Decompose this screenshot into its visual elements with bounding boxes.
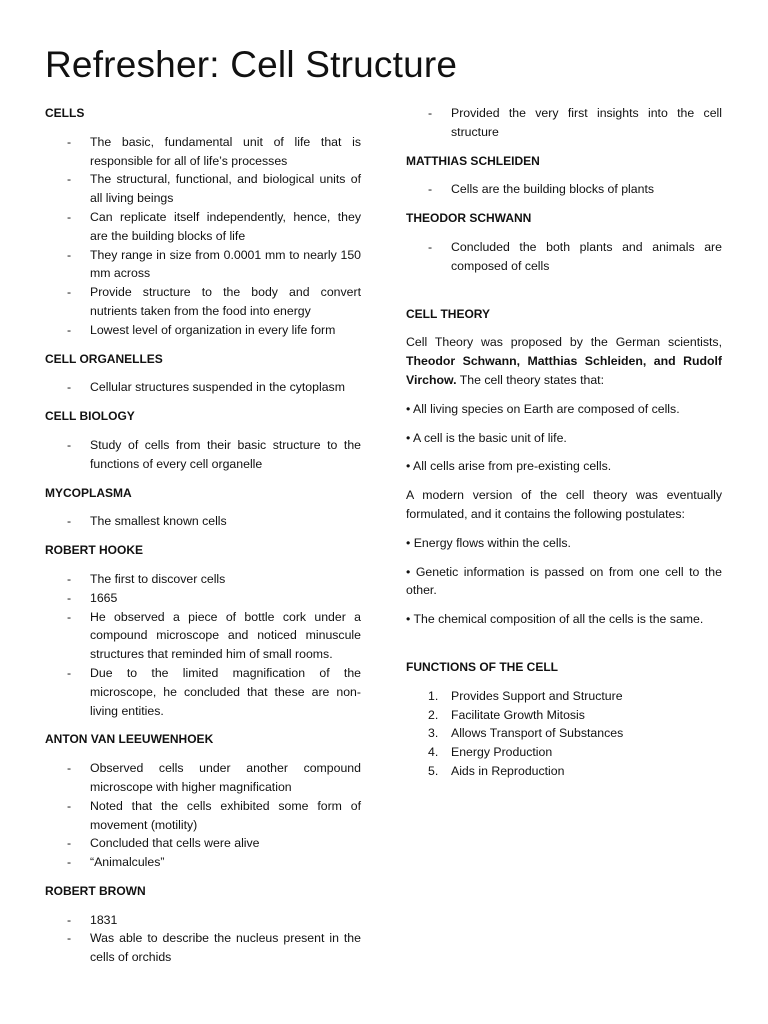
- list-number: 1.: [428, 688, 439, 703]
- list-number: 5.: [428, 763, 439, 778]
- list-number: 2.: [428, 707, 439, 722]
- list-item: - Due to the limited magnification of the microscope, he concluded that these are non-living entities.: [45, 664, 361, 720]
- theory-postulate: • The chemical composition of all the cells is the same.: [406, 612, 704, 627]
- list-item: - Concluded that cells were alive: [45, 834, 361, 853]
- intro-text: Cell Theory was proposed by the German scientists,: [406, 335, 722, 350]
- schwann-list: [406, 238, 722, 276]
- list-text: Provides Support and Structure: [451, 688, 623, 703]
- list-item: - Can replicate itself independently, hence, they are the building blocks of life: [45, 208, 361, 246]
- section-heading-schwann: THEODOR SCHWANN: [406, 211, 532, 226]
- list-item: - The basic, fundamental unit of life that is responsible for all of life’s processes: [45, 133, 361, 171]
- list-text: Aids in Reproduction: [451, 763, 565, 778]
- list-item: - Cellular structures suspended in the cytoplasm: [45, 378, 361, 397]
- mycoplasma-list: [45, 512, 361, 531]
- list-item: - 1831: [45, 911, 361, 930]
- left-column: [45, 104, 361, 977]
- section-heading-biology: CELL BIOLOGY: [45, 409, 135, 424]
- list-item: - The structural, functional, and biological units of all living beings: [45, 170, 361, 208]
- section-heading-cells: CELLS: [45, 106, 85, 120]
- intro-text-end: The cell theory states that:: [456, 372, 604, 387]
- list-item: [406, 762, 722, 781]
- list-item: [406, 724, 722, 743]
- list-item: - He observed a piece of bottle cork under a compound microscope and noticed minuscule structures that reminded him of small rooms.: [45, 608, 361, 664]
- list-item: - Observed cells under another compound microscope with higher magnification: [45, 759, 361, 797]
- leeuwenhoek-list: [45, 759, 361, 872]
- section-heading-functions: FUNCTIONS OF THE CELL: [406, 659, 558, 674]
- biology-list: [45, 436, 361, 474]
- theory-postulate: • Energy flows within the cells.: [406, 535, 571, 550]
- brown-list: [45, 911, 361, 967]
- right-column: [406, 104, 722, 791]
- theory-point: • All cells arise from pre-existing cells.: [406, 459, 612, 474]
- section-heading-brown: ROBERT BROWN: [45, 883, 146, 898]
- list-item: [406, 743, 722, 762]
- schleiden-list: [406, 180, 722, 199]
- organelles-list: [45, 378, 361, 397]
- theory-point: • All living species on Earth are composed of cells.: [406, 401, 680, 416]
- list-item: - The smallest known cells: [45, 512, 361, 531]
- list-item: - They range in size from 0.0001 mm to nearly 150 mm across: [45, 246, 361, 284]
- section-heading-hooke: ROBERT HOOKE: [45, 543, 144, 558]
- modern-theory-intro: A modern version of the cell theory was eventually formulated, and it contains the following postulates:: [406, 488, 722, 521]
- hooke-list: [45, 570, 361, 720]
- list-item: - 1665: [45, 589, 361, 608]
- list-item: [406, 687, 722, 706]
- theory-point: • A cell is the basic unit of life.: [406, 430, 567, 445]
- cell-theory-intro: [406, 333, 722, 389]
- list-item: - Cells are the building blocks of plants: [406, 180, 722, 199]
- intro-scientists: Theodor Schwann, Matthias Schleiden, and Rudolf Virchow.: [406, 354, 722, 387]
- section-heading-leeuwenhoek: ANTON VAN LEEUWENHOEK: [45, 732, 214, 747]
- cells-list: [45, 133, 361, 340]
- list-item: - Lowest level of organization in every life form: [45, 321, 361, 340]
- section-heading-schleiden: MATTHIAS SCHLEIDEN: [406, 153, 540, 168]
- list-number: 3.: [428, 726, 439, 741]
- list-item: - Noted that the cells exhibited some form of movement (motility): [45, 797, 361, 835]
- functions-list: [406, 687, 722, 781]
- list-item: [406, 706, 722, 725]
- list-text: Allows Transport of Substances: [451, 726, 624, 741]
- list-item: - Was able to describe the nucleus present in the cells of orchids: [45, 929, 361, 967]
- theory-postulate: • Genetic information is passed on from one cell to the other.: [406, 564, 722, 598]
- list-number: 4.: [428, 745, 439, 760]
- list-text: Facilitate Growth Mitosis: [451, 707, 585, 722]
- section-heading-organelles: CELL ORGANELLES: [45, 351, 163, 366]
- list-item: - Provided the very first insights into the cell structure: [406, 104, 722, 142]
- list-item: - Concluded the both plants and animals are composed of cells: [406, 238, 722, 276]
- brown-list-continued: [406, 104, 722, 142]
- page-title: Refresher: Cell Structure: [45, 44, 458, 85]
- section-heading-mycoplasma: MYCOPLASMA: [45, 485, 132, 500]
- list-item: - The first to discover cells: [45, 570, 361, 589]
- list-text: Energy Production: [451, 745, 553, 760]
- list-item: - “Animalcules”: [45, 853, 361, 872]
- list-item: - Study of cells from their basic structure to the functions of every cell organelle: [45, 436, 361, 474]
- list-item: - Provide structure to the body and convert nutrients taken from the food into energy: [45, 283, 361, 321]
- section-heading-cell-theory: CELL THEORY: [406, 306, 491, 321]
